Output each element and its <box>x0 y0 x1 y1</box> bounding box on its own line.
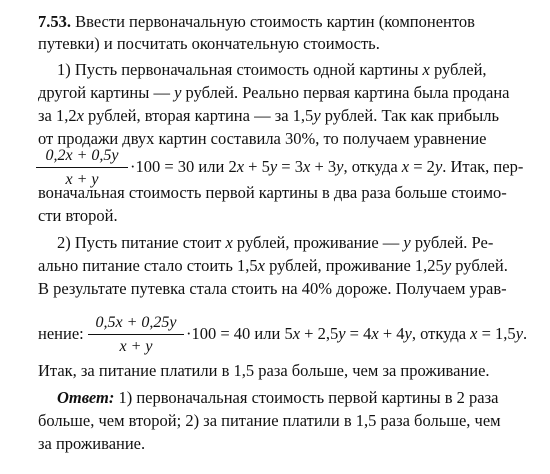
part1-line-3: за 1,2x рублей, вторая картина — за 1,5y рублей. Так как прибыль <box>38 106 499 125</box>
part1-line-7: сти второй. <box>38 206 118 225</box>
fraction-2 <box>88 314 184 356</box>
fraction-1-numerator: 0,2x + 0,5y <box>36 147 128 168</box>
answer-line-2: больше, чем второй; 2) за питание платили в 1,5 раза больше, чем <box>38 411 501 430</box>
problem-line-1 <box>38 12 475 32</box>
problem-number: 7.53. <box>38 12 71 31</box>
equation-2: ·100 = 40 или 5x + 2,5y = 4x + 4y, откуда x = 1,5y. <box>186 324 528 343</box>
part1-line-6: воначальная стоимость первой картины в два раза больше стоимо- <box>38 183 507 202</box>
part2-conclusion: Итак, за питание платили в 1,5 раза больше, чем за проживание. <box>38 361 490 380</box>
part1-line-1: 1) Пусть первоначальная стоимость одной картины x рублей, <box>57 60 487 79</box>
equation-1: ·100 = 30 или 2x + 5y = 3x + 3y, откуда x = 2y. Итак, пер- <box>130 157 524 176</box>
fraction-1-denominator: x + y <box>65 171 99 188</box>
part2-line-3: В результате путевка стала стоить на 40% дороже. Получаем урав- <box>38 279 507 298</box>
fraction-2-denominator: x + y <box>119 338 153 355</box>
part2-line-1: 2) Пусть питание стоит x рублей, проживание — y рублей. Ре- <box>57 233 494 252</box>
part1-line-4: от продажи двух картин составила 30%, то получаем уравнение <box>38 129 487 148</box>
problem-line-2: путевки) и посчитать окончательную стоимость. <box>38 34 380 53</box>
fraction-2-numerator: 0,5x + 0,25y <box>88 314 184 335</box>
answer-line-1: Ответ: 1) первоначальная стоимость первой картины в 2 раза <box>57 388 499 407</box>
problem-text-1: Ввести первоначальную стоимость картин (компонентов <box>75 12 475 31</box>
answer-label: Ответ: <box>57 388 115 407</box>
part1-line-2: другой картины — y рублей. Реально первая картина была продана <box>38 83 510 102</box>
part2-equation-prefix: нение: <box>38 324 84 343</box>
part2-line-2: ально питание стало стоить 1,5x рублей, проживание 1,25y рублей. <box>38 256 508 275</box>
answer-line-3: за проживание. <box>38 434 146 453</box>
